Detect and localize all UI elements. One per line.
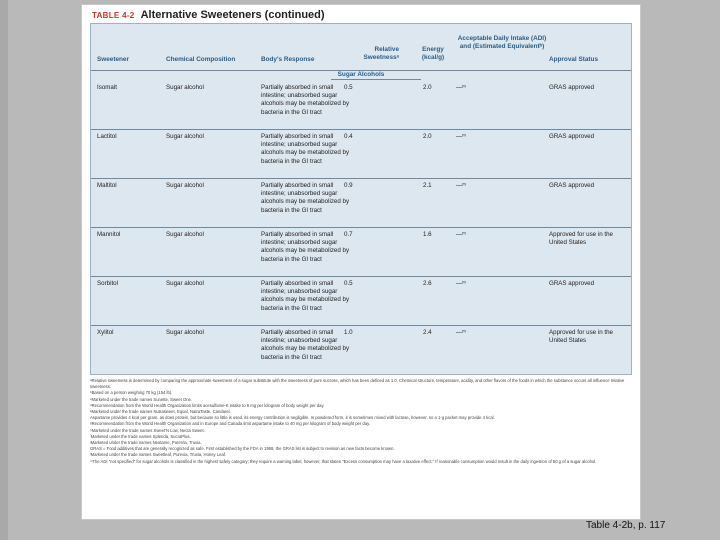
table-row — [91, 179, 631, 228]
footnote: ʲMarketed under the trade names Neotame, PureVia, Truvia. — [90, 440, 202, 446]
cell-adi: —ᵐ — [456, 329, 466, 336]
cell-status: GRAS approved — [549, 84, 595, 91]
footnote: ᵈRecommendation from the World Health Organization limits acesulfame-K intake to 9 mg per kilogram of body weight per day. — [90, 402, 325, 408]
cell-energy: 2.0 — [423, 84, 432, 91]
footnote: ᵃRelative sweetness is determined by comparing the approximate sweetness of a sugar substitute with the sweetness of pure sucrose, which has been defined as 1.0. Chemical structure, temperature, acidity, and other flavors of the foods in which the substance occurs all influence relative sweetness. — [90, 378, 625, 390]
cell-sweetener: Mannitol — [97, 231, 121, 238]
sweetener-table — [90, 23, 632, 375]
cell-adi: —ᵐ — [456, 182, 466, 189]
cell-relative: 0.9 — [344, 182, 353, 189]
section-rule — [331, 79, 421, 80]
header-chemical: Chemical Composition — [166, 56, 236, 63]
cell-relative: 0.5 — [344, 280, 353, 287]
slide-left-border — [0, 0, 8, 540]
cell-relative: 1.0 — [344, 329, 353, 336]
cell-chemical: Sugar alcohol — [166, 329, 204, 336]
table-header — [91, 24, 631, 71]
cell-response: Partially absorbed in small intestine; unabsorbed sugar alcohols may be metabolized by bacteria in the GI tract — [261, 133, 350, 165]
table-row — [91, 326, 631, 375]
header-response: Body's Response — [261, 56, 315, 63]
cell-energy: 2.4 — [423, 329, 432, 336]
footnote: ʰMarketed under the trade names Sweet'N Low, Necta Sweet. — [90, 427, 205, 433]
table-title-text: Alternative Sweeteners (continued) — [140, 9, 325, 21]
cell-chemical: Sugar alcohol — [166, 133, 204, 140]
footnote: ᵍRecommendation from the World Health Organization and in Europe and Canada limit aspartame intake to 40 mg per kilogram of body weight per day. — [90, 421, 371, 427]
cell-response: Partially absorbed in small intestine; unabsorbed sugar alcohols may be metabolized by bacteria in the GI tract — [261, 329, 350, 361]
header-energy: Energy (kcal/g) — [421, 46, 445, 61]
footnote: ˡMarketed under the trade names Sweetleaf, Purevia, Truvia, Honey Leaf. — [90, 452, 227, 458]
cell-response: Partially absorbed in small intestine; unabsorbed sugar alcohols may be metabolized by bacteria in the GI tract — [261, 231, 350, 263]
cell-response: Partially absorbed in small intestine; unabsorbed sugar alcohols may be metabolized by bacteria in the GI tract — [261, 280, 350, 312]
cell-sweetener: Sorbitol — [97, 280, 118, 287]
cell-status: GRAS approved — [549, 182, 595, 189]
header-relative: Relative Sweetnessᵃ — [363, 46, 399, 61]
header-status: Approval Status — [549, 56, 599, 63]
cell-adi: —ᵐ — [456, 231, 466, 238]
cell-relative: 0.5 — [344, 84, 353, 91]
footnote: ᵇBased on a person weighing 70 kg (154 lb). — [90, 390, 173, 396]
cell-chemical: Sugar alcohol — [166, 231, 204, 238]
cell-energy: 2.0 — [423, 133, 432, 140]
cell-response: Partially absorbed in small intestine; unabsorbed sugar alcohols may be metabolized by bacteria in the GI tract — [261, 84, 350, 116]
cell-response: Partially absorbed in small intestine; unabsorbed sugar alcohols may be metabolized by bacteria in the GI tract — [261, 182, 350, 214]
header-adi: Acceptable Daily Intake (ADI) and (Estimated Equivalentᵇ) — [457, 35, 547, 50]
footnote: ⁱMarketed under the trade names Splenda, SucraPlus. — [90, 433, 191, 439]
cell-status: GRAS approved — [549, 133, 595, 140]
table-number: TABLE 4-2 — [92, 11, 135, 20]
cell-status: Approved for use in the United States — [549, 231, 613, 247]
footnote: GRAS = Food additives that are generally recognized as safe. First established by the FDA in 1958, the GRAS list is subject to revision as new facts become known. — [90, 446, 395, 452]
cell-sweetener: Isomalt — [97, 84, 117, 91]
cell-adi: —ᵐ — [456, 84, 466, 91]
section-sugar-alcohols: Sugar Alcohols — [337, 71, 385, 78]
cell-chemical: Sugar alcohol — [166, 182, 204, 189]
textbook-page — [81, 4, 641, 520]
cell-chemical: Sugar alcohol — [166, 280, 204, 287]
cell-chemical: Sugar alcohol — [166, 84, 204, 91]
footnote: ᵐThe ADI "not specified" for sugar alcohols is classified in the highest safety category; they require a warning label, however, that states "Excess consumption may have a laxative effect." If reasonable consumption would result in the daily ingestion of 50 g of a sugar alcohol. — [90, 458, 597, 464]
table-footnotes — [90, 378, 632, 465]
cell-status: Approved for use in the United States — [549, 329, 613, 345]
table-row — [91, 130, 631, 179]
cell-adi: —ᵐ — [456, 280, 466, 287]
cell-relative: 0.4 — [344, 133, 353, 140]
cell-energy: 2.1 — [423, 182, 432, 189]
footnote: Aspartame provides 4 kcal per gram, as does protein, but because so little is used, its energy contribution is negligible. In powdered form, it is sometimes mixed with lactose, however, so a 1-g packet may provide 4 kcal. — [90, 415, 495, 421]
table-title — [92, 9, 325, 21]
cell-sweetener: Maltitol — [97, 182, 117, 189]
cell-energy: 1.6 — [423, 231, 432, 238]
cell-adi: —ᵐ — [456, 133, 466, 140]
header-sweetener: Sweetener — [97, 56, 129, 63]
cell-sweetener: Xylitol — [97, 329, 114, 336]
cell-status: GRAS approved — [549, 280, 595, 287]
table-row — [91, 277, 631, 326]
footnote: ᶜMarketed under the trade names Sunette, Sweet One. — [90, 396, 193, 402]
table-row — [91, 228, 631, 277]
table-row — [91, 81, 631, 130]
footnote: ᵉMarketed under the trade names Nutrasweet, Equal, NatraTaste, Candarel. — [90, 409, 231, 415]
cell-sweetener: Lactitol — [97, 133, 117, 140]
cell-energy: 2.6 — [423, 280, 432, 287]
cell-relative: 0.7 — [344, 231, 353, 238]
slide-caption: Table 4-2b, p. 117 — [586, 520, 666, 531]
